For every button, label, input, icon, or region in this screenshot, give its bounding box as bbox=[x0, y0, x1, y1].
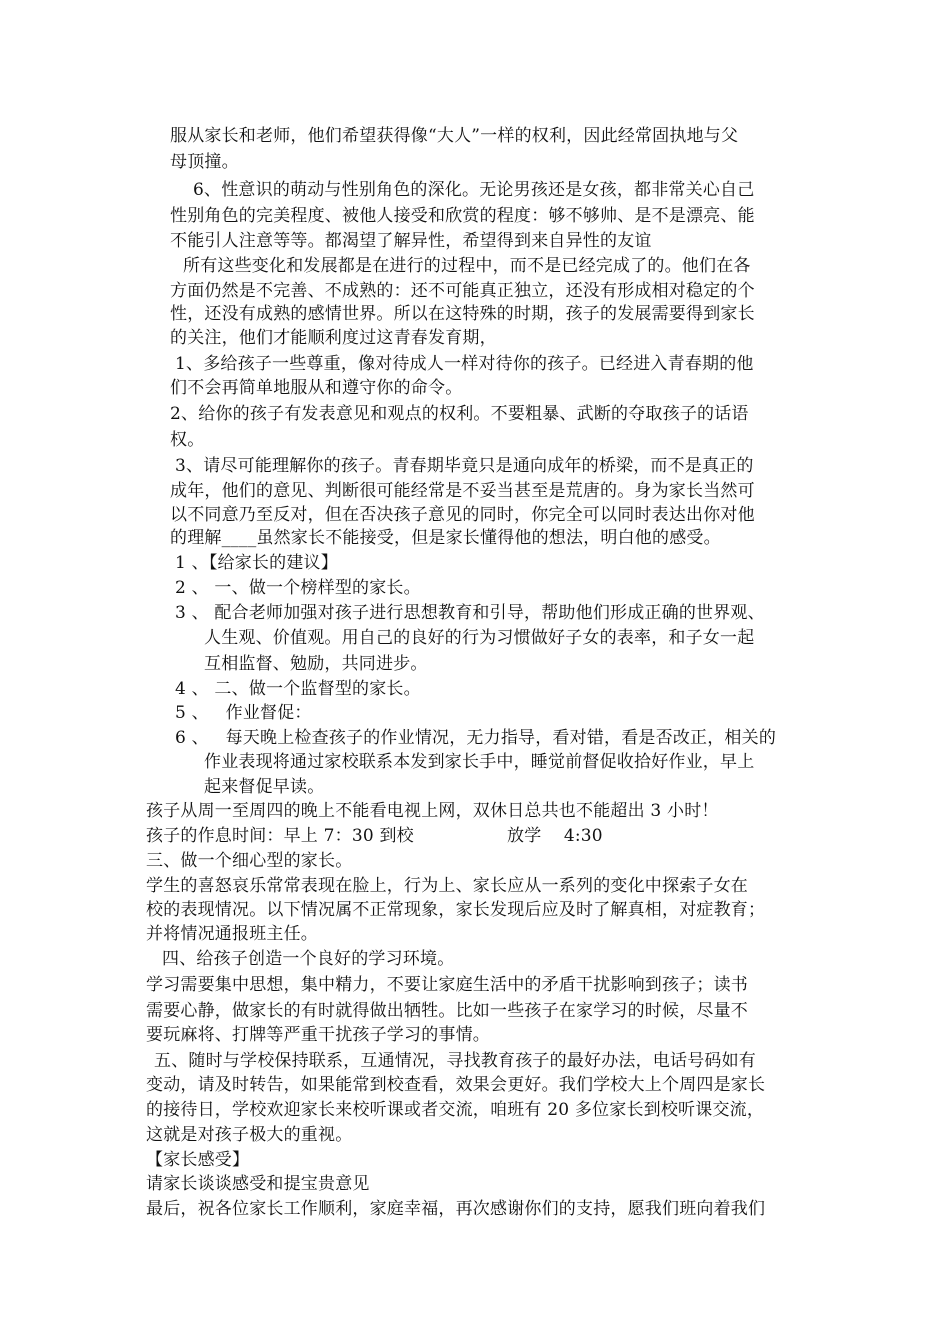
text-line: 6、性意识的萌动与性别角色的深化。无论男孩还是女孩，都非常关心自己 bbox=[193, 180, 755, 200]
text-line: 不能引人注意等等。都渴望了解异性，希望得到来自异性的友谊 bbox=[170, 231, 652, 251]
text-line: 学生的喜怒哀乐常常表现在脸上，行为上、家长应从一系列的变化中探索子女在 bbox=[146, 876, 748, 896]
text-line: 以不同意乃至反对，但在否决孩子意见的同时，你完全可以同时表达出你对他 bbox=[170, 505, 755, 525]
text-line: 最后，祝各位家长工作顺利，家庭幸福，再次感谢你们的支持，愿我们班向着我们 bbox=[146, 1199, 766, 1219]
text-line: 2、给你的孩子有发表意见和观点的权利。不要粗暴、武断的夺取孩子的话语 bbox=[170, 404, 749, 424]
text-line: 互相监督、勉励，共同进步。 bbox=[204, 654, 428, 674]
list-item: 4 、 二、做一个监督型的家长。 bbox=[175, 679, 421, 699]
text-line: 并将情况通报班主任。 bbox=[146, 924, 318, 944]
list-item: 3 、 配合老师加强对孩子进行思想教育和引导，帮助他们形成正确的世界观、 bbox=[175, 603, 765, 623]
list-item: 2 、 一、做一个榜样型的家长。 bbox=[175, 578, 421, 598]
text-line: 性别角色的完美程度、被他人接受和欣赏的程度：够不够帅、是不是漂亮、能 bbox=[170, 206, 755, 226]
text-line: 学习需要集中思想，集中精力，不要让家庭生活中的矛盾干扰影响到孩子；读书 bbox=[146, 975, 748, 995]
list-item: 5 、 作业督促： bbox=[175, 703, 312, 723]
section-heading: 三、做一个细心型的家长。 bbox=[146, 851, 353, 871]
text-line: 性，还没有成熟的感情世界。所以在这特殊的时期，孩子的发展需要得到家长 bbox=[170, 304, 755, 324]
text-line: 人生观、价值观。用自己的良好的行为习惯做好子女的表率，和子女一起 bbox=[204, 628, 755, 648]
text-line: 3、请尽可能理解你的孩子。青春期毕竟只是通向成年的桥梁，而不是真正的 bbox=[175, 456, 754, 476]
text-line: 所有这些变化和发展都是在进行的过程中，而不是已经完成了的。他们在各 bbox=[183, 256, 751, 276]
text-line: 作业表现将通过家校联系本发到家长手中，睡觉前督促收拾好作业，早上 bbox=[204, 752, 755, 772]
text-line: 成年，他们的意见、判断很可能经常是不妥当甚至是荒唐的。身为家长当然可 bbox=[170, 481, 755, 501]
section-heading: 四、给孩子创造一个良好的学习环境。 bbox=[162, 949, 455, 969]
text-line: 校的表现情况。以下情况属不正常现象，家长发现后应及时了解真相，对症教育； bbox=[146, 900, 766, 920]
text-line: 这就是对孩子极大的重视。 bbox=[146, 1125, 353, 1145]
text-line: 孩子从周一至周四的晚上不能看电视上网，双休日总共也不能超出 3 小时！ bbox=[146, 801, 719, 821]
schedule-arrival: 孩子的作息时间：早上 7：30 到校 bbox=[146, 826, 414, 846]
text-line: 要玩麻将、打牌等严重干扰孩子学习的事情。 bbox=[146, 1025, 490, 1045]
text-line: 的关注，他们才能顺利度过这青春发育期， bbox=[170, 328, 497, 348]
text-line: 们不会再简单地服从和遵守你的命令。 bbox=[170, 378, 463, 398]
text-line: 母顶撞。 bbox=[170, 152, 239, 172]
text-line: 需要心静，做家长的有时就得做出牺牲。比如一些孩子在家学习的时候，尽量不 bbox=[146, 1001, 748, 1021]
text-line: 服从家长和老师，他们希望获得像“大人”一样的权利，因此经常固执地与父 bbox=[170, 126, 739, 146]
list-item: 6 、 每天晚上检查孩子的作业情况，无力指导，看对错，看是否改正，相关的 bbox=[175, 728, 777, 748]
list-item: 1 、【给家长的建议】 bbox=[175, 553, 338, 573]
schedule-dismissal: 放学 4:30 bbox=[507, 826, 603, 846]
section-heading: 【家长感受】 bbox=[146, 1150, 250, 1170]
section-heading: 五、随时与学校保持联系，互通情况，寻找教育孩子的最好办法，电话号码如有 bbox=[154, 1051, 756, 1071]
text-line: 变动，请及时转告，如果能常到校查看，效果会更好。我们学校大上个周四是家长 bbox=[146, 1075, 766, 1095]
text-line: 方面仍然是不完善、不成熟的：还不可能真正独立，还没有形成相对稳定的个 bbox=[170, 281, 755, 301]
text-line: 的理解____虽然家长不能接受，但是家长懂得他的想法，明白他的感受。 bbox=[170, 528, 721, 548]
text-line: 1、多给孩子一些尊重，像对待成人一样对待你的孩子。已经进入青春期的他 bbox=[175, 354, 754, 374]
text-line: 的接待日，学校欢迎家长来校听课或者交流，咱班有 20 多位家长到校听课交流， bbox=[146, 1100, 765, 1120]
text-line: 权。 bbox=[170, 430, 205, 450]
text-line: 请家长谈谈感受和提宝贵意见 bbox=[146, 1174, 370, 1194]
text-line: 起来督促早读。 bbox=[204, 777, 325, 797]
